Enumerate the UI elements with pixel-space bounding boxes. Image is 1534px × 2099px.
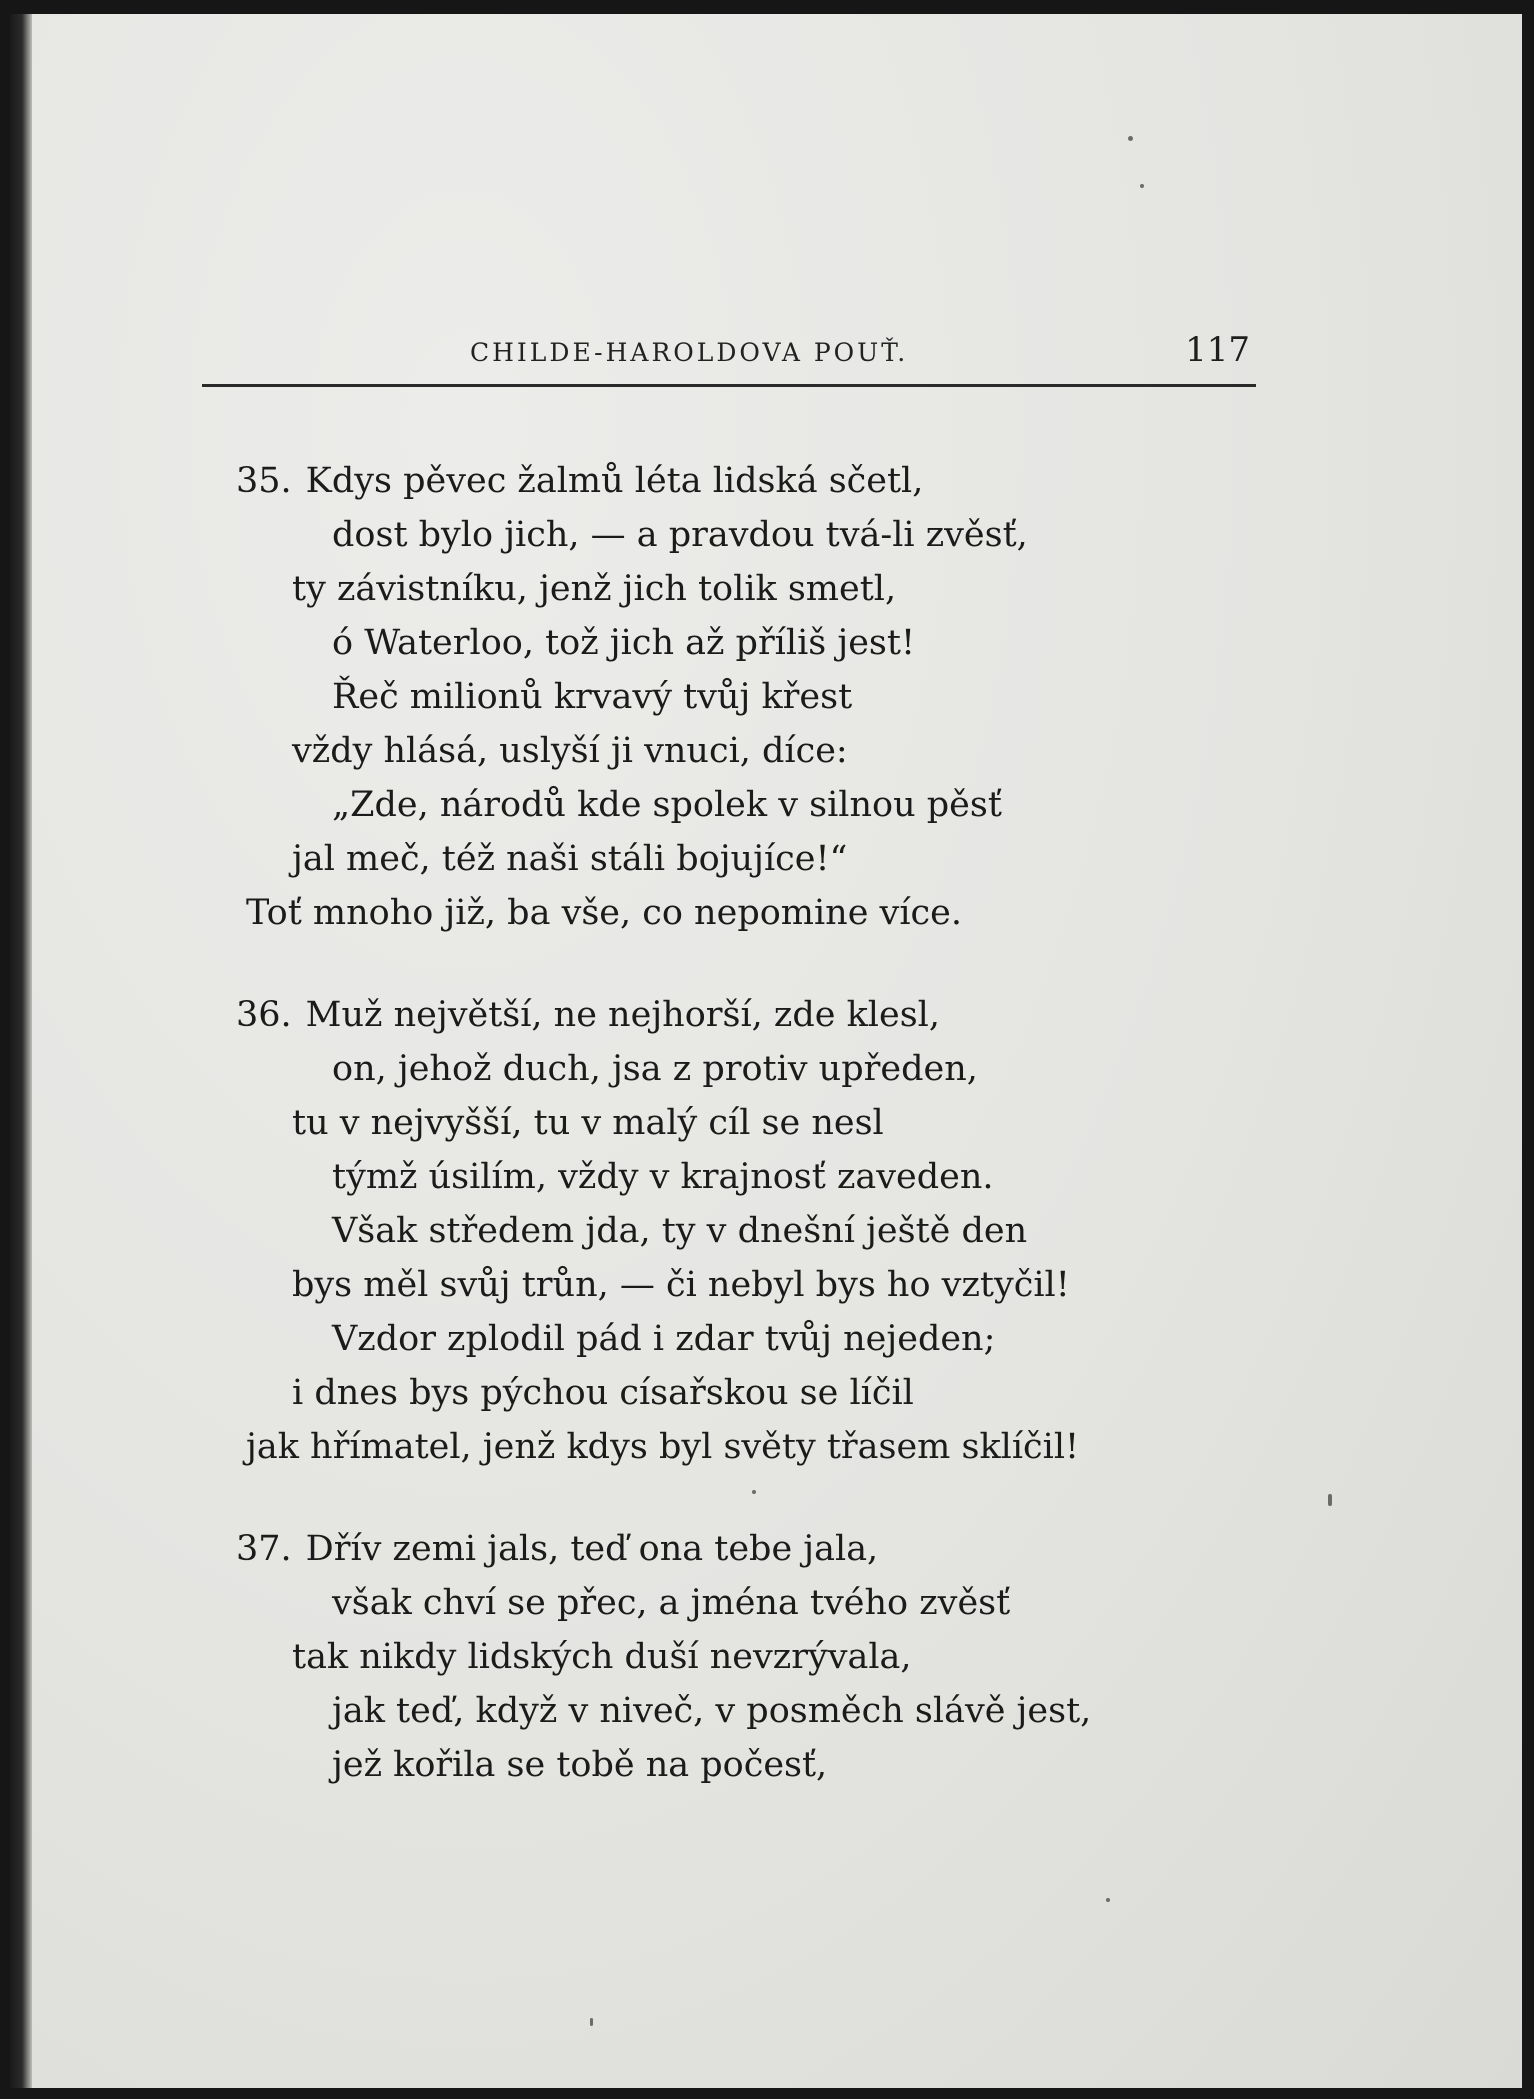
page-number: 117 [1185,330,1250,370]
header-rule [202,384,1256,387]
verse-line: i dnes bys pýchou císařskou se líčil [292,1373,914,1413]
paper-speck [1140,184,1144,188]
stanza-number: 35. [236,461,292,501]
verse-line [236,988,1534,1042]
paper-speck [1328,1494,1332,1506]
page-header [202,330,1256,376]
paper-speck [1128,136,1133,141]
paper-speck [590,2018,593,2026]
poem-body [10,454,1522,1840]
verse-text: Kdys pěvec žalmů léta lidská sčetl, [305,461,924,501]
verse-line: Vzdor zplodil pád i zdar tvůj nejeden; [332,1319,996,1359]
paper-speck [752,1490,756,1494]
stanza-number: 37. [236,1529,292,1569]
verse-line: tu v nejvyšší, tu v malý cíl se nesl [292,1103,884,1143]
verse-line: jež kořila se tobě na počesť, [332,1745,828,1785]
verse-line: ty závistníku, jenž jich tolik smetl, [292,569,897,609]
running-title: CHILDE-HAROLDOVA POUŤ. [470,338,909,367]
stanza-number: 36. [236,995,292,1035]
verse-line: ó Waterloo, tož jich až příliš jest! [332,623,916,663]
verse-line [236,454,1534,508]
stanza-36 [10,988,1522,1474]
verse-line: vždy hlásá, uslyší ji vnuci, díce: [292,731,848,771]
verse-line [236,1522,1534,1576]
verse-line: jak hřímatel, jenž kdys byl světy třasem sklíčil! [246,1427,1080,1467]
verse-line: Řeč milionů krvavý tvůj křest [332,677,853,717]
verse-line: však chví se přec, a jména tvého zvěsť [332,1583,1011,1623]
verse-line: týmž úsilím, vždy v krajnosť zaveden. [332,1157,994,1197]
verse-line: bys měl svůj trůn, — či nebyl bys ho vztyčil! [292,1265,1070,1305]
verse-line: dost bylo jich, — a pravdou tvá-li zvěsť, [332,515,1028,555]
verse-line: jal meč, též naši stáli bojujíce!“ [292,839,848,879]
verse-text: Muž největší, ne nejhorší, zde klesl, [305,995,940,1035]
verse-text: Dřív zemi jals, teď ona tebe jala, [305,1529,879,1569]
book-page [10,14,1522,2088]
paper-speck [1106,1898,1110,1902]
verse-line: Toť mnoho již, ba vše, co nepomine více. [246,893,962,933]
stanza-35 [10,454,1522,940]
verse-line: „Zde, národů kde spolek v silnou pěsť [332,785,1002,825]
verse-line: Však středem jda, ty v dnešní ještě den [332,1211,1028,1251]
stanza-37 [10,1522,1522,1792]
verse-line: jak teď, když v niveč, v posměch slávě jest, [332,1691,1092,1731]
verse-line: on, jehož duch, jsa z protiv upředen, [332,1049,978,1089]
verse-line: tak nikdy lidských duší nevzrývala, [292,1637,912,1677]
